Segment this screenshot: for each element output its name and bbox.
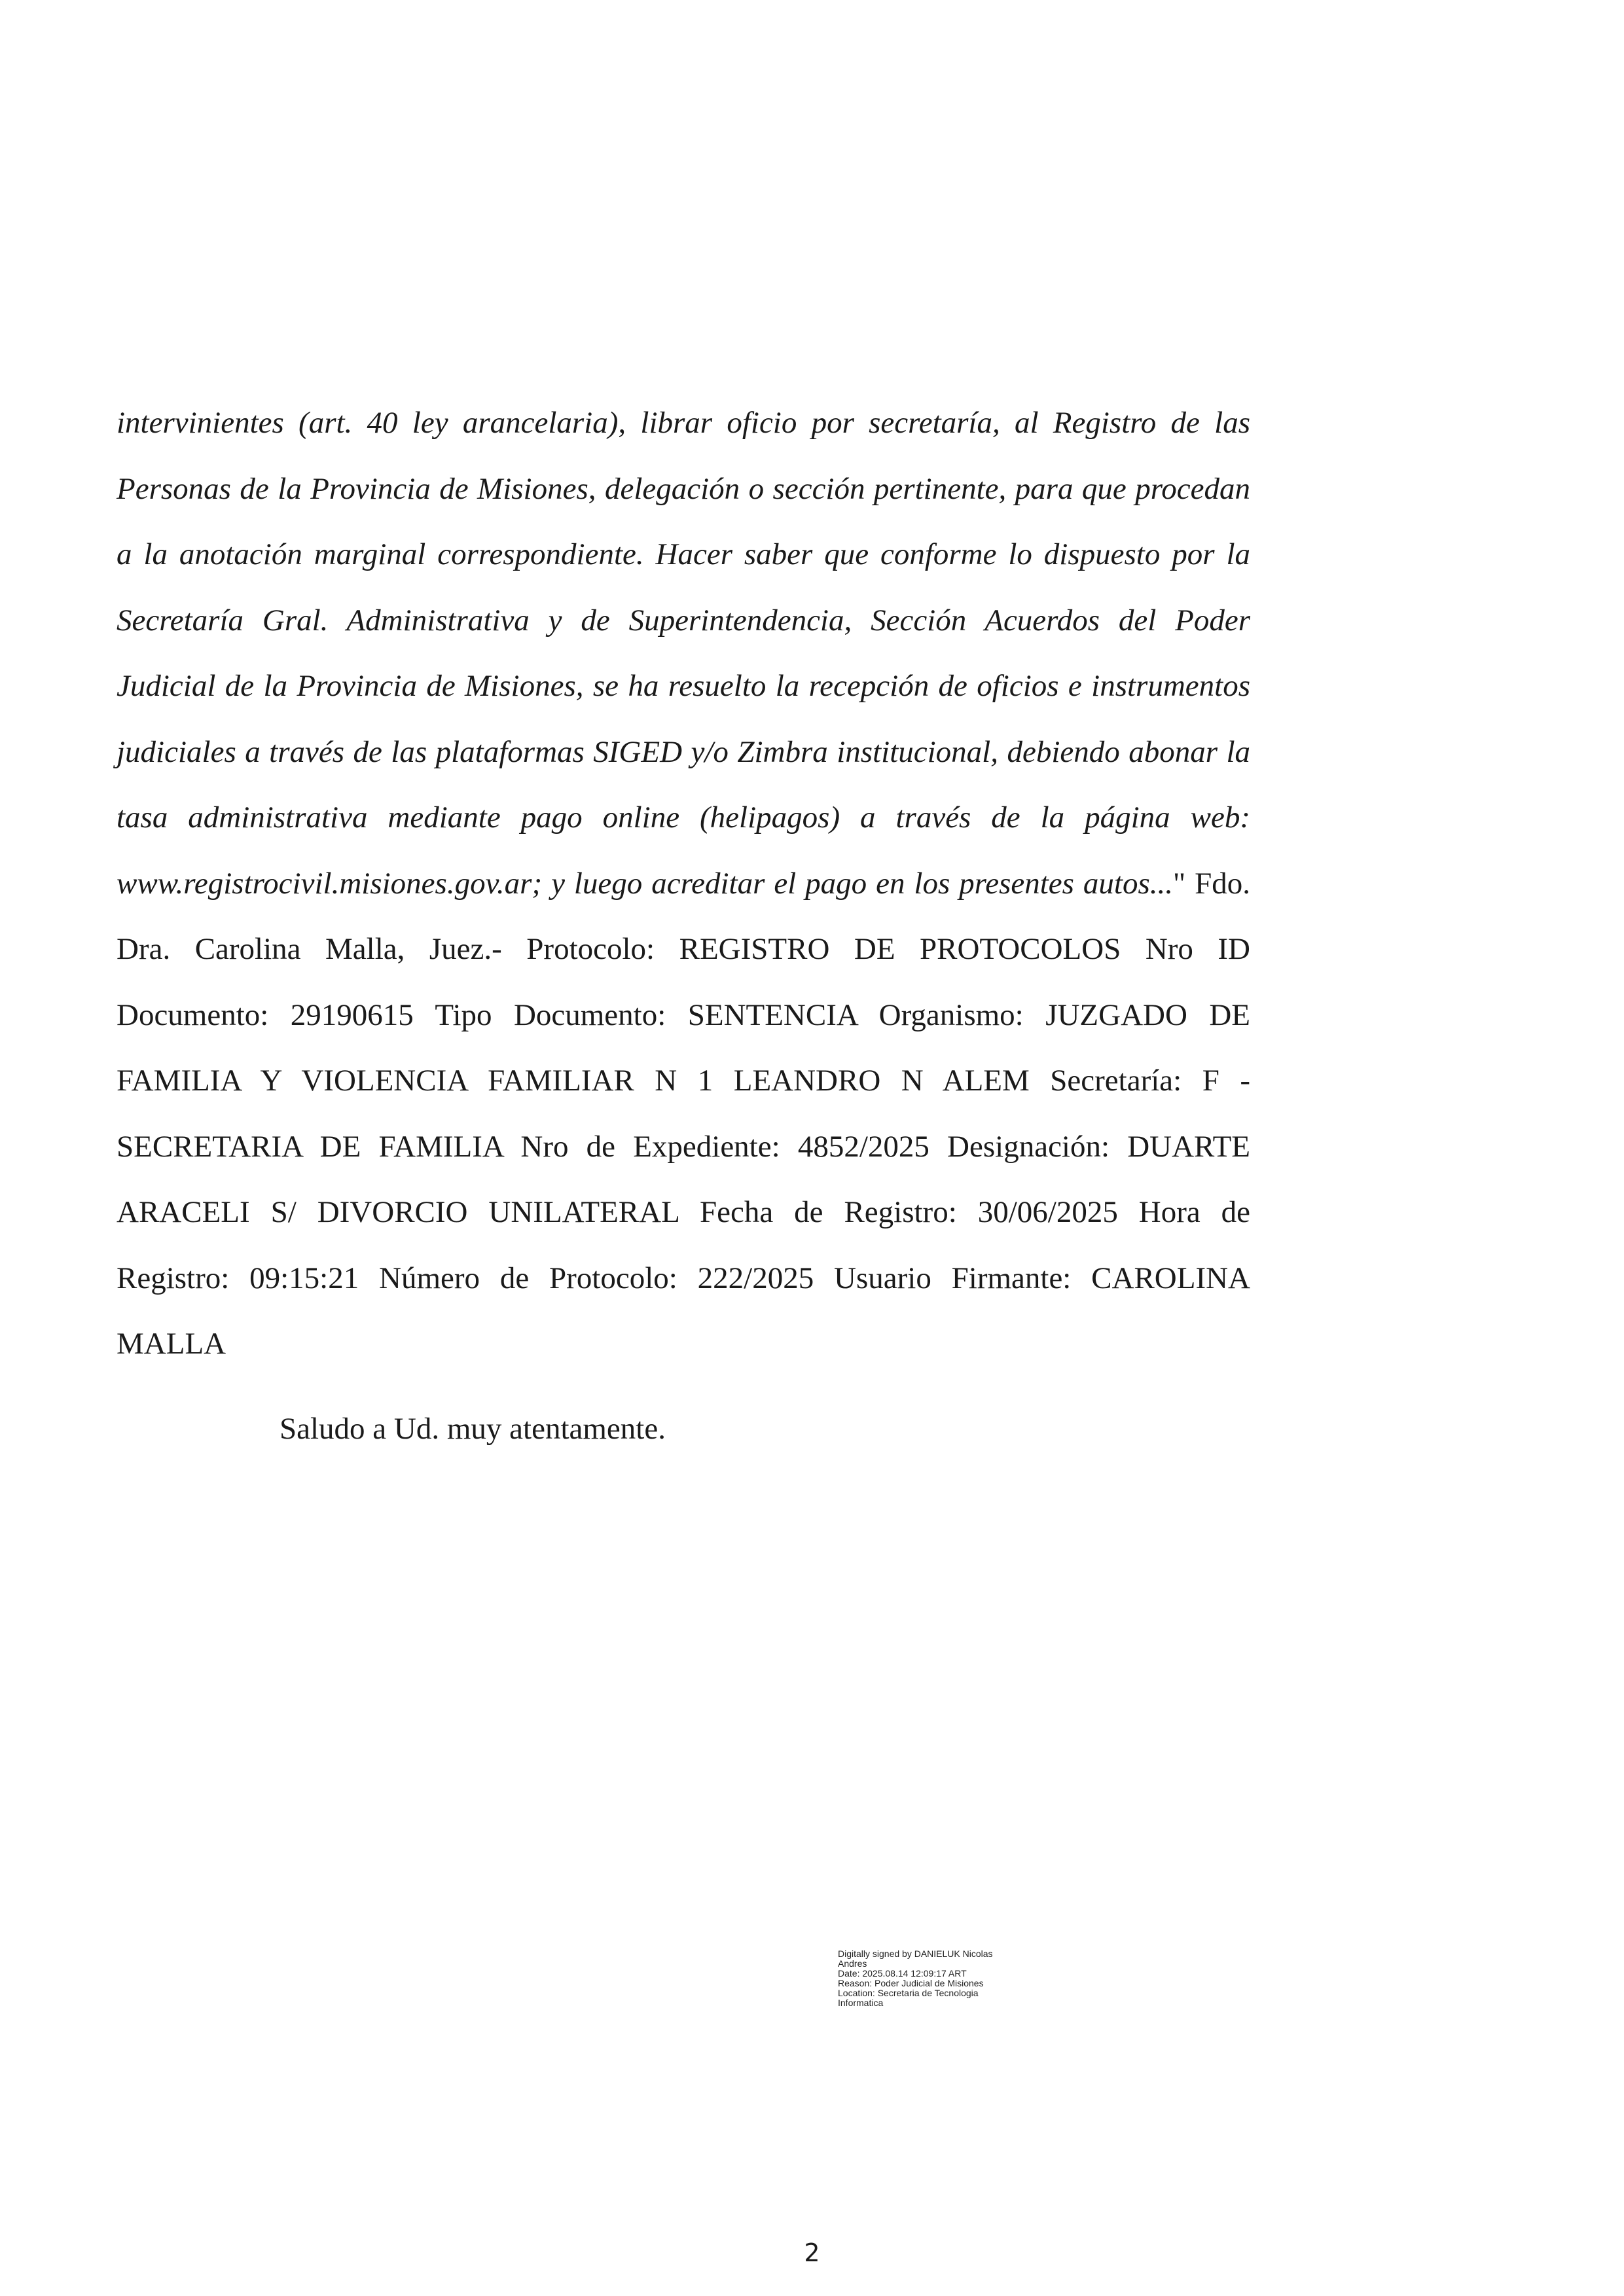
signature-line: Digitally signed by DANIELUK Nicolas (838, 1948, 993, 1959)
signature-line: Andres (838, 1958, 867, 1969)
signature-line: Informatica (838, 1998, 884, 2008)
page-number: 2 (804, 2238, 820, 2267)
closing-salutation: Saludo a Ud. muy atentamente. (280, 1412, 666, 1446)
signature-line: Location: Secretaria de Tecnologia (838, 1988, 979, 1998)
signature-line: Reason: Poder Judicial de Misiones (838, 1978, 984, 1988)
body-italic-text: intervinientes (art. 40 ley arancelaria), librar oficio por secretaría, al Registro de las Personas de la Provincia de Misiones, delegación o sección pertinente, para que procedan a la anotación marginal correspondiente. Hacer saber que conforme lo dispuesto por la Secretaría Gral. Administrativa y de Superintendencia, Sección Acuerdos del Poder Judicial de la Provincia de Misiones, se ha resuelto la recepción de oficios e instrumentos judiciales a través de las plataformas SIGED y/o Zimbra institucional, debiendo abonar la tasa administrativa mediante pago online (helipagos) a través de la página web: www.registrocivil.misiones.gov.ar; y luego acreditar el pago en los presentes autos... (117, 406, 1250, 901)
signature-line: Date: 2025.08.14 12:09:17 ART (838, 1968, 967, 1979)
digital-signature-block (838, 1949, 1087, 2008)
body-paragraph (117, 390, 1250, 1377)
body-plain-text: " Fdo. Dra. Carolina Malla, Juez.- Protocolo: REGISTRO DE PROTOCOLOS Nro ID Documento: 29190615 Tipo Documento: SENTENCIA Organismo: JUZGADO DE FAMILIA Y VIOLENCIA FAMILIAR N 1 LEANDRO N ALEM Secretaría: F - SECRETARIA DE FAMILIA Nro de Expediente: 4852/2025 Designación: DUARTE ARACELI S/ DIVORCIO UNILATERAL Fecha de Registro: 30/06/2025 Hora de Registro: 09:15:21 Número de Protocolo: 222/2025 Usuario Firmante: CAROLINA MALLA (117, 866, 1251, 1361)
